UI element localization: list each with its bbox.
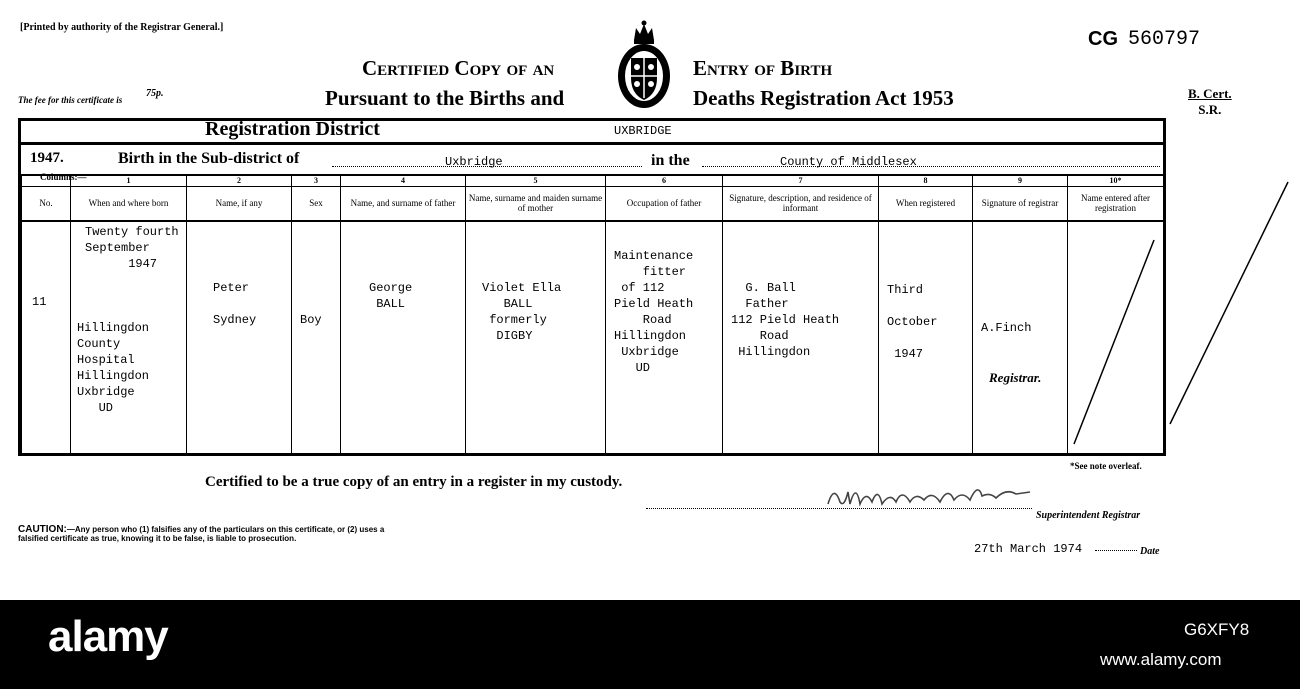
entry-mother: Violet Ella BALL formerly DIGBY [482,280,562,343]
column-header-sex: Sex [292,187,341,221]
subdistrict-value: Uxbridge [445,155,503,169]
entry-mother-cell [466,221,606,454]
entry-no-cell [22,221,71,454]
entry-when-registered-cell [879,221,973,454]
entry-no: 11 [32,294,47,309]
margin-line-icon [1166,178,1296,430]
caution-label: CAUTION: [18,524,67,535]
royal-crest-icon [612,18,676,114]
column-header-row [22,187,1164,221]
fee-text: The fee for this certificate is [18,95,123,105]
county-value: County of Middlesex [780,155,917,169]
entry-name: Peter Sydney [213,280,257,327]
entry-informant: G. Ball Father 112 Pield Heath Road Hillingdon [731,280,840,359]
entry-registrar-signature: A.Finch [981,320,1032,335]
subdistrict-label: Birth in the Sub-district of [118,150,300,167]
entry-sex: Boy [300,312,322,327]
entry-when-registered: Third October 1947 [887,282,938,361]
county-dotted-line [702,166,1160,167]
table-row [22,221,1164,454]
superintendent-registrar-label: Superintendent Registrar [1036,510,1141,521]
column-header-no: No. [22,187,71,221]
registration-year: 1947. [30,150,64,166]
entry-registrar-title: Registrar. [989,369,1042,385]
cert-code-line1: B. Cert. [1188,86,1232,101]
column-number [22,175,71,187]
caution-notice [18,525,408,543]
date-label: Date [1140,546,1160,557]
entry-sex-cell [292,221,341,454]
column-number: 7 [723,175,879,187]
entry-father-cell [341,221,466,454]
certificate-date: 27th March 1974 [974,542,1083,556]
cg-series-label: CG [1088,28,1118,50]
see-note-overleaf: *See note overleaf. [1070,461,1142,471]
alamy-logo: alamy [48,612,168,661]
entry-where-born: Hillingdon County Hospital Hillingdon Uxbridge UD [77,320,150,415]
column-header-registrar-signature: Signature of registrar [973,187,1068,221]
title-registration-act: Deaths Registration Act 1953 [693,86,954,110]
entry-informant-cell [723,221,879,454]
column-number: 3 [292,175,341,187]
column-number: 1 [71,175,187,187]
cancel-line-icon [1068,222,1164,452]
entry-father-occupation: Maintenance fitter of 112 Pield Heath Road Hillingdon Uxbridge UD [614,248,694,375]
column-number-row [22,175,1164,187]
column-header-name-after-registration: Name entered after registration [1068,187,1164,221]
cert-code [1188,86,1232,118]
birth-register-table [21,174,1164,453]
column-number: 6 [606,175,723,187]
date-dotted-line [1095,550,1137,551]
column-number: 4 [341,175,466,187]
title-certified-copy: Certified Copy of an [362,56,555,80]
caution-text: —Any person who (1) falsifies any of the particulars on this certificate, or (2) uses a falsified certificate as true, knowing it to be false, is liable to prosecution. [18,525,385,543]
certificate-number: 560797 [1128,28,1201,51]
registration-district-label: Registration District [205,118,380,140]
certification-statement: Certified to be a true copy of an entry in a register in my custody. [205,474,623,490]
county-label: in the [651,152,690,169]
entry-registrar-cell [973,221,1068,454]
column-number: 9 [973,175,1068,187]
district-divider [18,142,1166,145]
column-header-when-registered: When registered [879,187,973,221]
column-header-father: Name, and surname of father [341,187,466,221]
entry-name-cell [187,221,292,454]
title-pursuant: Pursuant to the Births and [325,86,565,110]
column-number: 8 [879,175,973,187]
entry-when-born: Twenty fourth September 1947 [85,224,179,271]
entry-father-occupation-cell [606,221,723,454]
column-header-informant: Signature, description, and residence of informant [723,187,879,221]
entry-born-cell [71,221,187,454]
watermark-band [0,600,1300,689]
image-id: G6XFY8 [1184,620,1250,639]
column-number: 2 [187,175,292,187]
column-header-mother: Name, surname and maiden surname of mother [466,187,606,221]
superintendent-signature-icon [820,478,1050,514]
column-header-when-where-born: When and where born [71,187,187,221]
column-header-name: Name, if any [187,187,292,221]
column-number: 10* [1068,175,1164,187]
columns-label: Columns:— [40,172,87,182]
cert-code-line2: S.R. [1198,102,1222,117]
registration-district-value: UXBRIDGE [614,124,672,138]
column-header-father-occupation: Occupation of father [606,187,723,221]
entry-name-after-registration-cell [1068,221,1164,454]
column-number: 5 [466,175,606,187]
title-entry-of-birth: Entry of Birth [693,56,833,80]
watermark-url: www.alamy.com [1100,650,1222,669]
entry-father: George BALL [369,280,413,311]
printed-by-notice: [Printed by authority of the Registrar General.] [20,22,224,33]
fee-value: 75p. [146,88,164,99]
